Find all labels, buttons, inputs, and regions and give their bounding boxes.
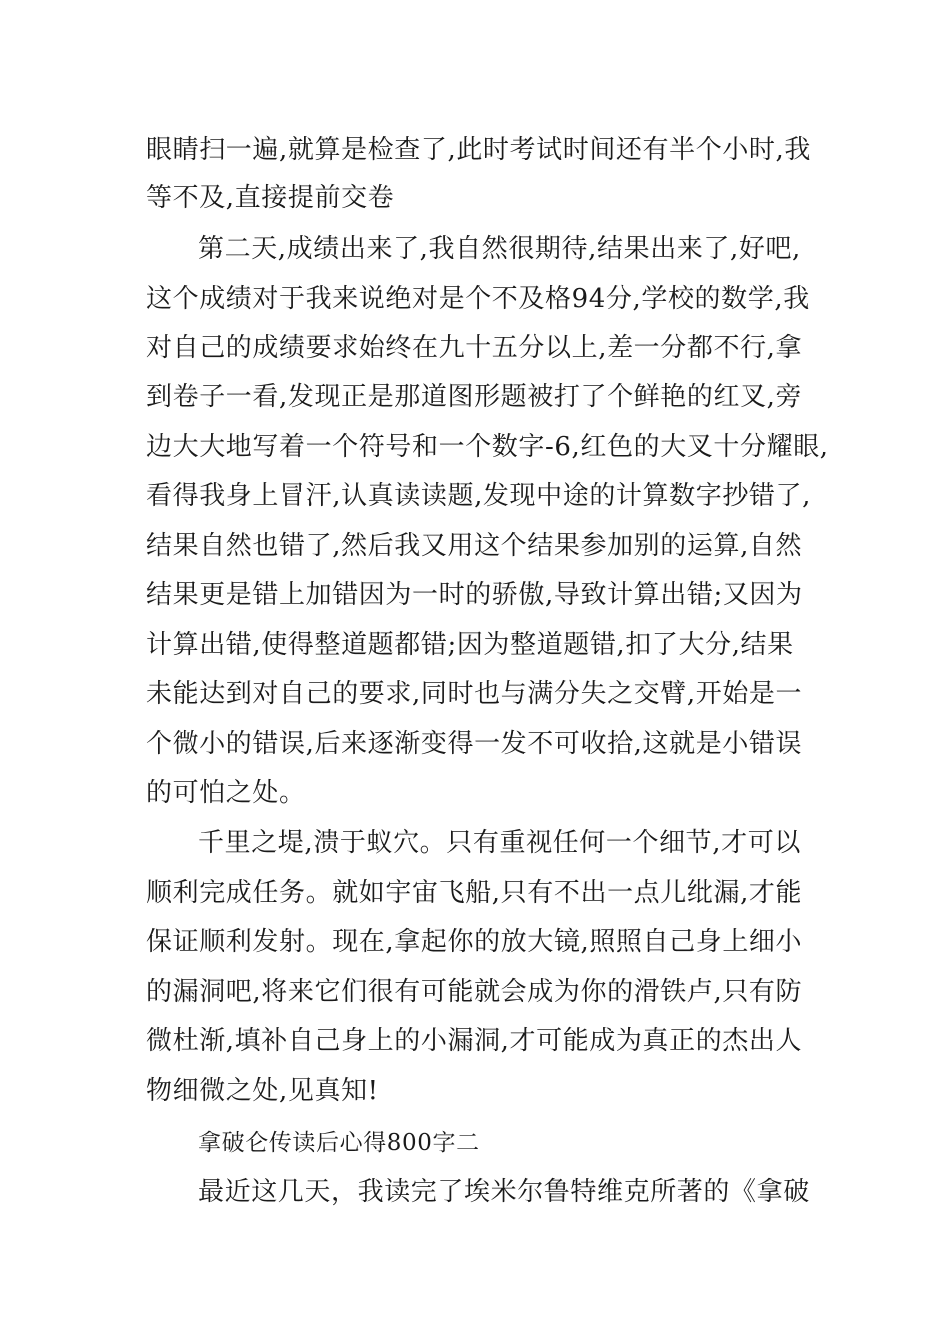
text-line: 顺利完成任务。就如宇宙飞船,只有不出一点儿纰漏,才能 bbox=[146, 878, 803, 908]
text-line: 保证顺利发射。现在,拿起你的放大镜,照照自己身上细小 bbox=[146, 927, 803, 957]
text-line: 结果自然也错了,然后我又用这个结果参加别的运算,自然 bbox=[146, 531, 803, 561]
text-line: 这个成绩对于我来说绝对是个不及格94分,学校的数学,我 bbox=[146, 284, 810, 314]
text-line: 边大大地写着一个符号和一个数字-6,红色的大叉十分耀眼, bbox=[146, 432, 829, 462]
text-line: 的漏洞吧,将来它们很有可能就会成为你的滑铁卢,只有防 bbox=[146, 977, 803, 1007]
text-line: 眼睛扫一遍,就算是检查了,此时考试时间还有半个小时,我 bbox=[146, 135, 811, 165]
text-line: 未能达到对自己的要求,同时也与满分失之交臂,开始是一 bbox=[146, 679, 803, 709]
text-line: 的可怕之处。 bbox=[146, 778, 306, 808]
text-line: 微杜渐,填补自己身上的小漏洞,才可能成为真正的杰出人 bbox=[146, 1026, 803, 1056]
paragraph-start-line: 最近这几天，我读完了埃米尔鲁特维克所著的《拿破 bbox=[198, 1177, 810, 1207]
text-line: 个微小的错误,后来逐渐变得一发不可收拾,这就是小错误 bbox=[146, 729, 803, 759]
text-line: 物细微之处,见真知! bbox=[146, 1076, 379, 1106]
text-line: 看得我身上冒汗,认真读读题,发现中途的计算数字抄错了, bbox=[146, 481, 811, 511]
paragraph-start-line: 第二天,成绩出来了,我自然很期待,结果出来了,好吧, bbox=[198, 234, 801, 264]
section-heading: 拿破仑传读后心得800字二 bbox=[198, 1130, 480, 1156]
text-line: 对自己的成绩要求始终在九十五分以上,差一分都不行,拿 bbox=[146, 333, 803, 363]
paragraph-start-line: 千里之堤,溃于蚁穴。只有重视任何一个细节,才可以 bbox=[198, 828, 801, 858]
text-line: 到卷子一看,发现正是那道图形题被打了个鲜艳的红叉,旁 bbox=[146, 382, 803, 412]
text-line: 等不及,直接提前交卷 bbox=[146, 183, 395, 213]
text-line: 结果更是错上加错因为一时的骄傲,导致计算出错;又因为 bbox=[146, 580, 803, 610]
text-line: 计算出错,使得整道题都错;因为整道题错,扣了大分,结果 bbox=[146, 630, 794, 660]
